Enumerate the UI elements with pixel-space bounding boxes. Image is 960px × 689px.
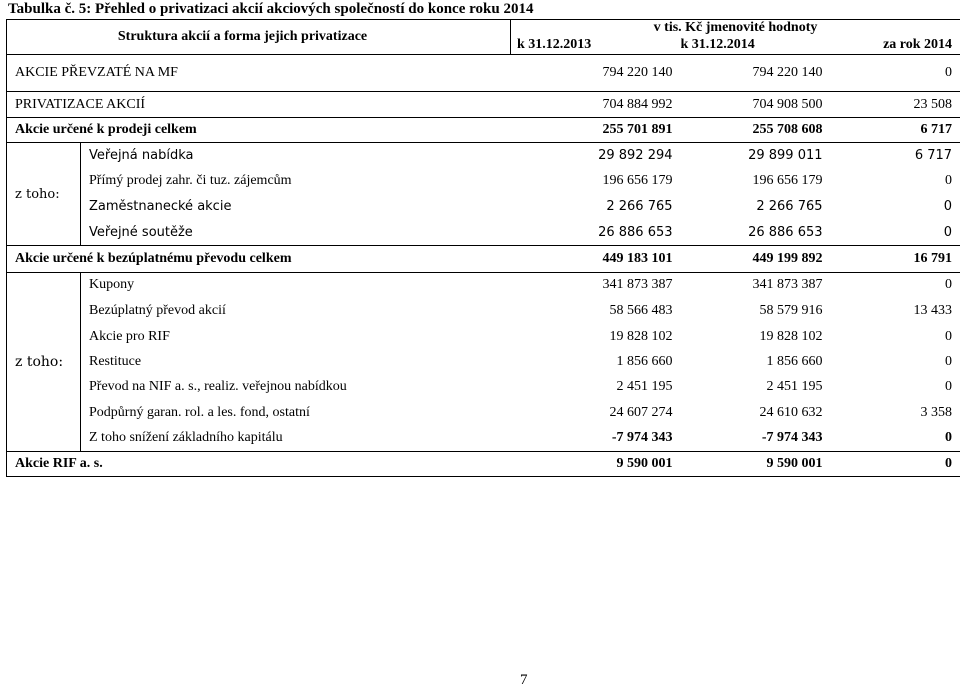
value-2014: 1 856 660 [681,350,831,374]
value-year: 0 [831,374,960,400]
value-year: 16 791 [831,246,960,273]
value-2014: 255 708 608 [681,118,831,143]
value-2014: 58 579 916 [681,298,831,324]
value-2013: 196 656 179 [511,169,681,194]
value-2013: 794 220 140 [511,55,681,92]
table-row [7,273,960,298]
value-2013: 449 183 101 [511,246,681,273]
row-label: Akcie určené k prodeji celkem [7,118,511,143]
value-2014: 704 908 500 [681,92,831,118]
value-2013: 704 884 992 [511,92,681,118]
table-row [7,374,960,400]
value-2014: 2 451 195 [681,374,831,400]
row-label: AKCIE PŘEVZATÉ NA MF [7,55,511,92]
row-label: Z toho snížení základního kapitálu [81,426,511,452]
value-year: 0 [831,55,960,92]
col-header-year: za rok 2014 [831,37,960,55]
header-row-units [7,20,960,37]
table-row [7,298,960,324]
col-header-2014: k 31.12.2014 [681,37,831,55]
value-year: 0 [831,452,960,477]
value-2013: 255 701 891 [511,118,681,143]
value-2013: 1 856 660 [511,350,681,374]
value-2014: -7 974 343 [681,426,831,452]
value-year: 6 717 [831,143,960,169]
value-year: 0 [831,350,960,374]
row-label: Přímý prodej zahr. či tuz. zájemcům [81,169,511,194]
table-row [7,118,960,143]
table-row [7,55,960,92]
value-2014: 29 899 011 [681,143,831,169]
value-year: 0 [831,426,960,452]
col-header-2013: k 31.12.2013 [511,37,681,55]
value-2014: 449 199 892 [681,246,831,273]
value-year: 0 [831,273,960,298]
value-2014: 19 828 102 [681,324,831,350]
value-year: 6 717 [831,118,960,143]
row-label: Podpůrný garan. rol. a les. fond, ostatní [81,400,511,426]
table-row [7,426,960,452]
z-toho-label: z toho: [7,143,81,246]
value-2013: 29 892 294 [511,143,681,169]
table-row [7,143,960,169]
value-2014: 26 886 653 [681,220,831,246]
value-2013: 24 607 274 [511,400,681,426]
value-2014: 24 610 632 [681,400,831,426]
value-2014: 794 220 140 [681,55,831,92]
privatization-table [6,19,960,477]
value-2013: 19 828 102 [511,324,681,350]
value-year: 0 [831,169,960,194]
value-2014: 196 656 179 [681,169,831,194]
value-year: 0 [831,194,960,220]
value-2013: 58 566 483 [511,298,681,324]
value-2013: 2 266 765 [511,194,681,220]
table-title: Tabulka č. 5: Přehled o privatizaci akcií akciových společností do konce roku 2014 [8,0,533,18]
row-label: Veřejná nabídka [81,143,511,169]
table-row [7,400,960,426]
table-row [7,452,960,477]
table-row [7,169,960,194]
page-number: 7 [520,672,528,689]
row-label: Akcie pro RIF [81,324,511,350]
value-2014: 9 590 001 [681,452,831,477]
value-year: 23 508 [831,92,960,118]
value-year: 0 [831,220,960,246]
value-2014: 2 266 765 [681,194,831,220]
units-header: v tis. Kč jmenovité hodnoty [511,20,960,37]
row-label: Veřejné soutěže [81,220,511,246]
table-row [7,324,960,350]
row-label: PRIVATIZACE AKCIÍ [7,92,511,118]
row-label: Převod na NIF a. s., realiz. veřejnou nabídkou [81,374,511,400]
value-2014: 341 873 387 [681,273,831,298]
value-2013: 341 873 387 [511,273,681,298]
table-row [7,194,960,220]
table-row [7,246,960,273]
value-year: 0 [831,324,960,350]
z-toho-label: z toho: [7,273,81,452]
value-year: 13 433 [831,298,960,324]
table-row [7,92,960,118]
row-label: Zaměstnanecké akcie [81,194,511,220]
row-label: Akcie RIF a. s. [7,452,511,477]
table-row [7,350,960,374]
row-label: Bezúplatný převod akcií [81,298,511,324]
value-2013: 2 451 195 [511,374,681,400]
value-2013: 26 886 653 [511,220,681,246]
value-year: 3 358 [831,400,960,426]
row-label: Kupony [81,273,511,298]
value-2013: 9 590 001 [511,452,681,477]
value-2013: -7 974 343 [511,426,681,452]
row-label: Akcie určené k bezúplatnému převodu celkem [7,246,511,273]
row-label: Restituce [81,350,511,374]
table-row [7,220,960,246]
structure-header: Struktura akcií a forma jejich privatizace [7,20,511,55]
